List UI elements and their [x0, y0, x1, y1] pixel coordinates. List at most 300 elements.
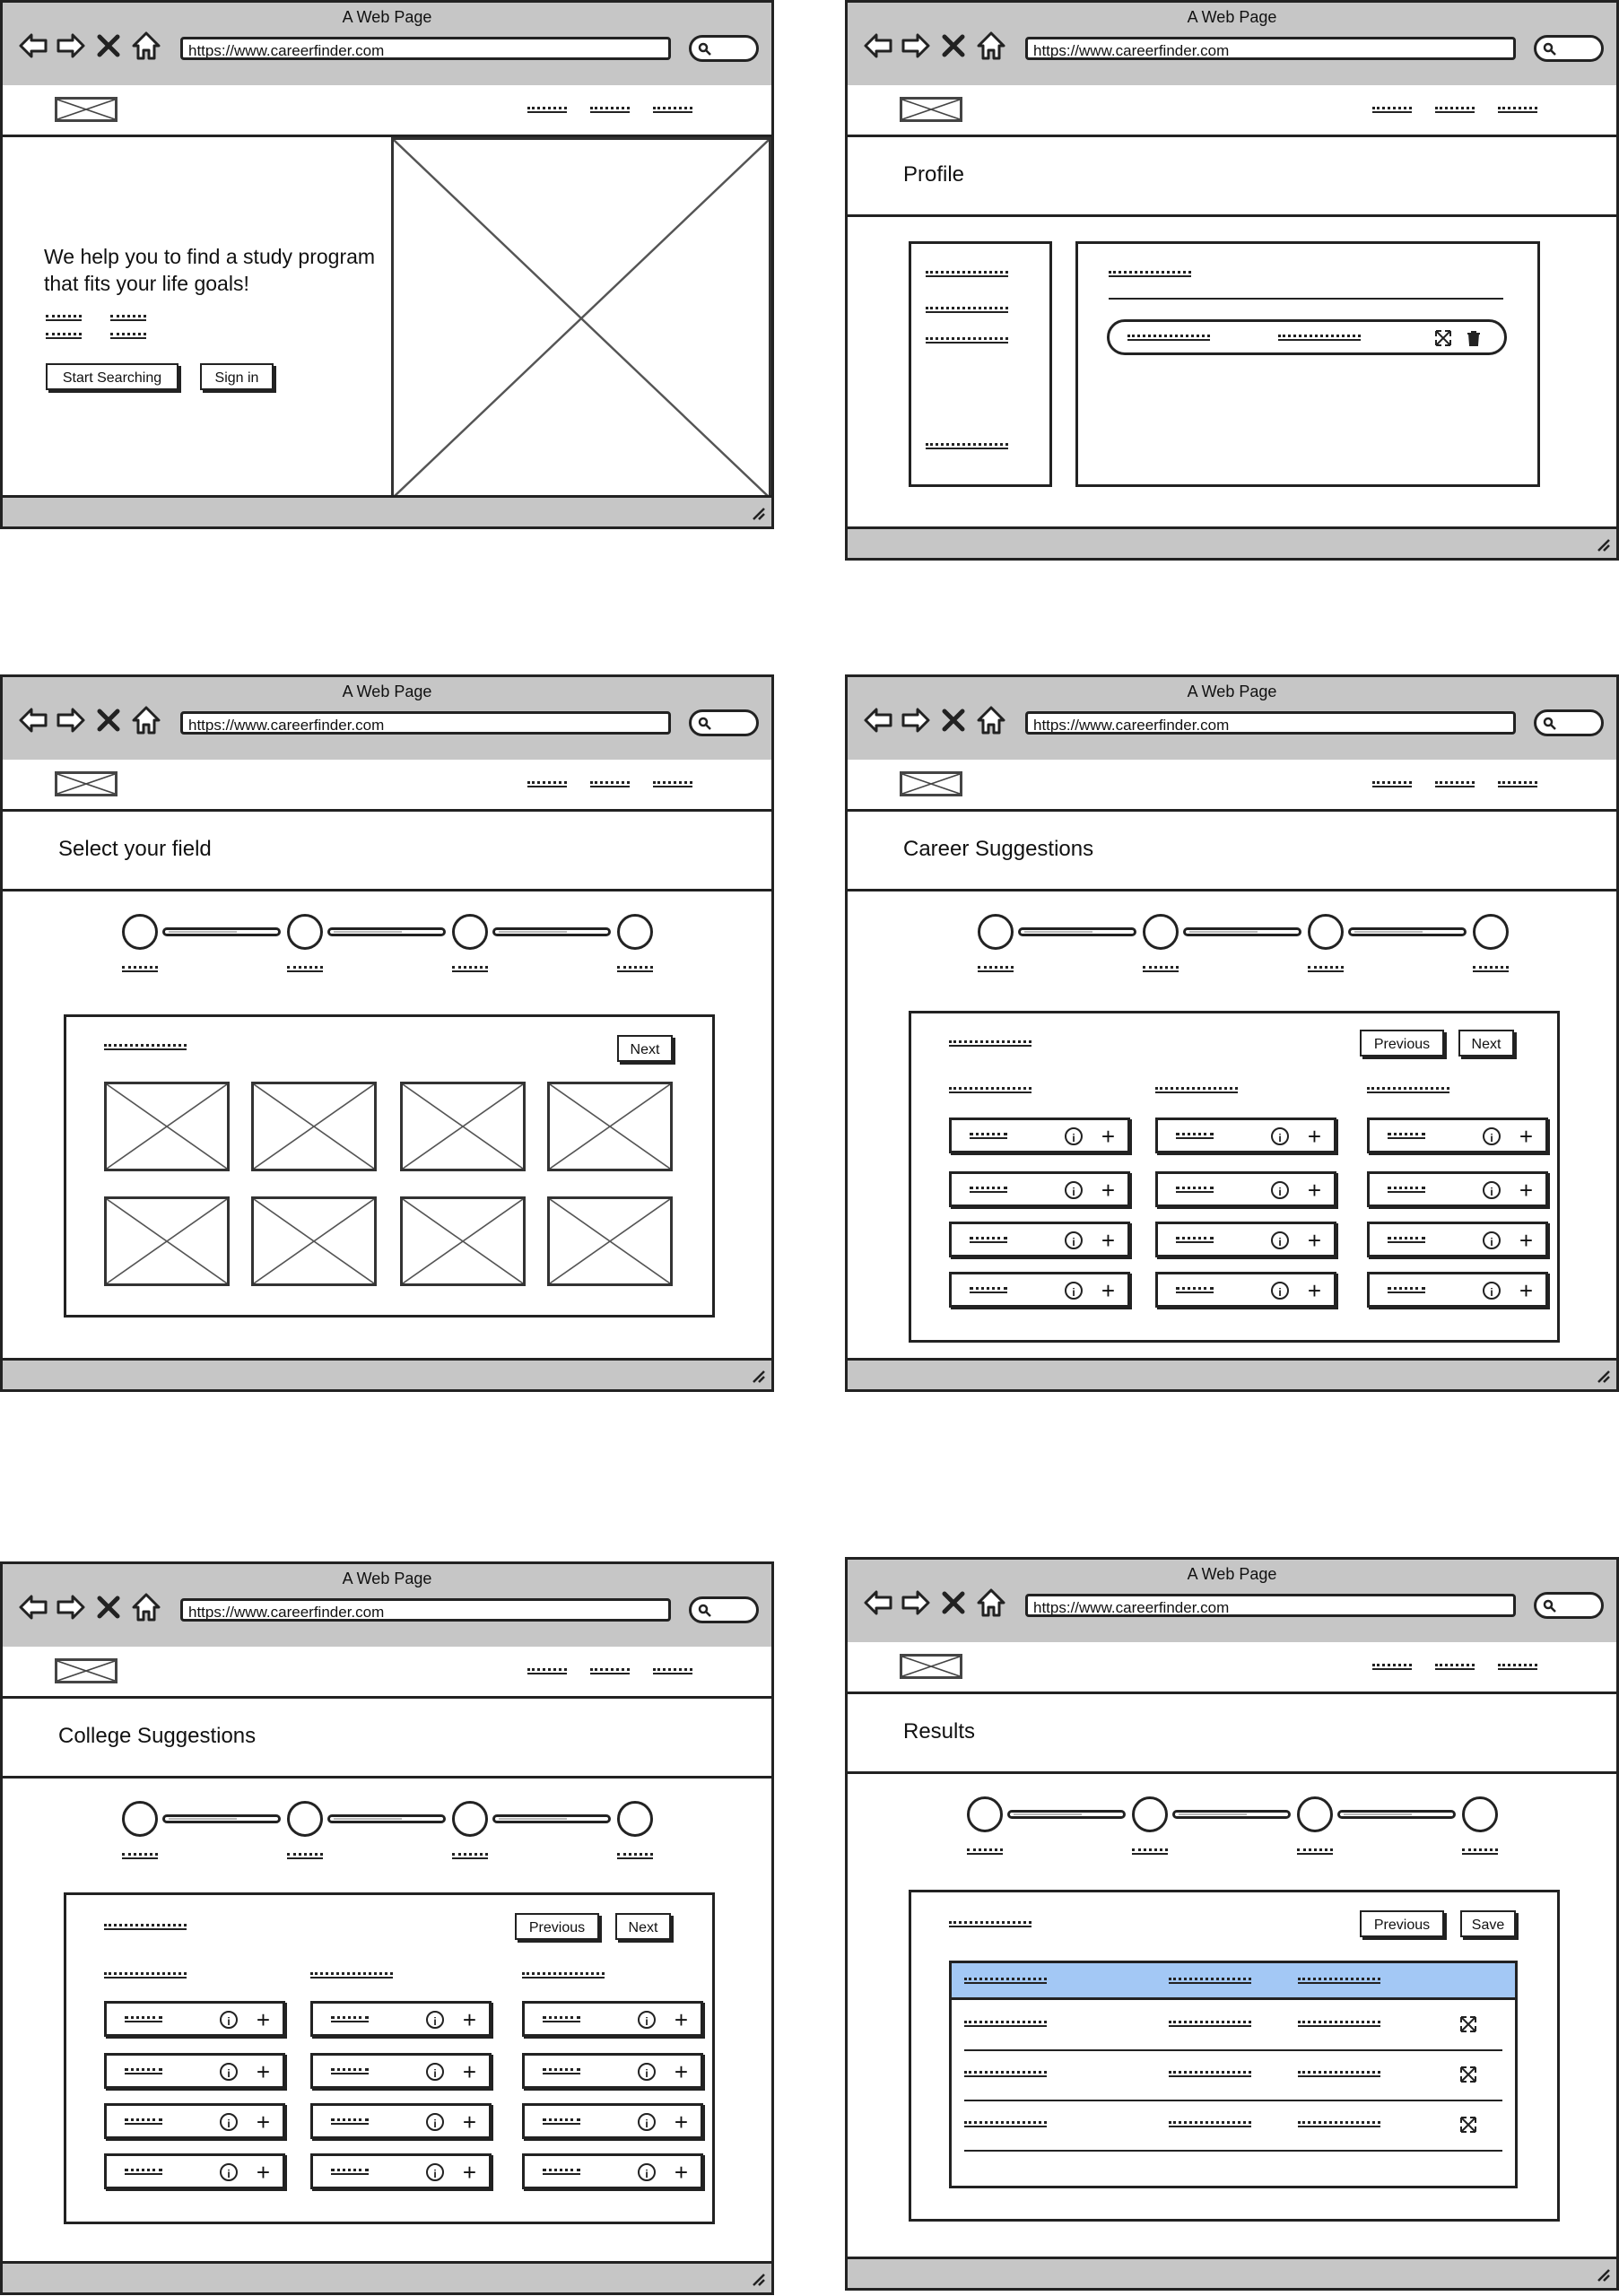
profile-content — [1075, 241, 1540, 487]
plus-icon[interactable]: + — [674, 2109, 688, 2135]
step-circle[interactable] — [617, 914, 653, 950]
content-heading — [1109, 271, 1191, 277]
table-header-cell — [1169, 1978, 1251, 1984]
info-icon[interactable]: i — [1483, 1181, 1501, 1199]
browser-chrome — [848, 1560, 1616, 1645]
step-circle[interactable] — [287, 1801, 323, 1837]
resize-grip-icon — [1593, 1366, 1611, 1384]
plus-icon[interactable]: + — [462, 2058, 476, 2085]
site-header — [848, 760, 1616, 812]
suggestion-card[interactable] — [949, 1272, 1130, 1308]
step-circle[interactable] — [287, 914, 323, 950]
field-option-image[interactable] — [104, 1082, 230, 1171]
column-heading — [1155, 1087, 1238, 1093]
nav-links — [1372, 1664, 1537, 1670]
forward-arrow-icon[interactable] — [55, 704, 87, 736]
step-circle[interactable] — [1308, 914, 1344, 950]
suggestion-card[interactable] — [1155, 1171, 1336, 1207]
window-title: A Web Page — [1187, 8, 1277, 26]
home-icon[interactable] — [975, 1587, 1007, 1619]
step-connector — [492, 1814, 611, 1823]
resize-grip-icon — [748, 2269, 766, 2287]
step-label — [1143, 966, 1179, 972]
close-icon[interactable] — [937, 1587, 970, 1619]
table-row[interactable] — [952, 1997, 1515, 2048]
window-title: A Web Page — [342, 683, 432, 700]
plus-icon[interactable]: + — [674, 2006, 688, 2033]
plus-icon[interactable]: + — [1307, 1123, 1321, 1150]
info-icon[interactable]: i — [426, 2011, 444, 2029]
previous-button[interactable]: Previous — [1360, 1910, 1444, 1937]
info-icon[interactable]: i — [638, 2113, 656, 2131]
suggestion-card[interactable] — [1367, 1222, 1548, 1257]
page-header — [848, 137, 1616, 217]
browser-chrome — [3, 3, 771, 88]
progress-stepper — [3, 914, 771, 986]
suggestion-card[interactable] — [310, 2053, 492, 2089]
home-icon[interactable] — [130, 30, 162, 62]
back-arrow-icon[interactable] — [862, 704, 894, 736]
nav-link[interactable] — [1435, 781, 1475, 787]
field-option-image[interactable] — [400, 1082, 526, 1171]
suggestion-card[interactable] — [310, 2153, 492, 2189]
profile-sidebar — [909, 241, 1052, 487]
status-bar — [3, 1358, 771, 1389]
plus-icon[interactable]: + — [1519, 1227, 1533, 1254]
forward-arrow-icon[interactable] — [55, 1591, 87, 1623]
next-button[interactable]: Next — [617, 1035, 673, 1062]
logo-placeholder — [55, 1658, 118, 1683]
table-header-cell — [964, 1978, 1047, 1984]
nav-link[interactable] — [590, 107, 630, 113]
hero-image-placeholder — [391, 137, 771, 500]
wireframe-profile — [845, 0, 1619, 561]
site-header — [3, 1647, 771, 1699]
browser-chrome — [848, 677, 1616, 762]
table-header-row — [952, 1963, 1515, 2000]
plus-icon[interactable]: + — [1307, 1177, 1321, 1204]
search-field[interactable] — [1534, 35, 1604, 62]
suggestion-card[interactable] — [1367, 1118, 1548, 1153]
plus-icon[interactable]: + — [256, 2159, 270, 2186]
suggestion-card[interactable] — [104, 2053, 285, 2089]
wireframe-results — [845, 1557, 1619, 2291]
logo-placeholder — [55, 97, 118, 122]
field-option-image[interactable] — [104, 1196, 230, 1286]
nav-link[interactable] — [1372, 781, 1412, 787]
trash-icon[interactable] — [1465, 329, 1483, 347]
page-title: Results — [903, 1719, 976, 1744]
nav-link[interactable] — [590, 1668, 630, 1674]
forward-arrow-icon[interactable] — [900, 30, 932, 62]
info-icon[interactable]: i — [1065, 1127, 1083, 1145]
suggestion-card[interactable] — [310, 2103, 492, 2139]
suggestion-card[interactable] — [1155, 1222, 1336, 1257]
plus-icon[interactable]: + — [674, 2159, 688, 2186]
step-circle[interactable] — [452, 1801, 488, 1837]
info-icon[interactable]: i — [638, 2063, 656, 2081]
page-header — [3, 812, 771, 891]
suggestion-card[interactable] — [104, 2001, 285, 2037]
info-icon[interactable]: i — [1271, 1181, 1289, 1199]
step-label — [452, 1853, 488, 1859]
career-suggestions-panel — [909, 1011, 1560, 1343]
home-icon[interactable] — [975, 704, 1007, 736]
status-bar — [848, 2257, 1616, 2288]
resize-grip-icon — [1593, 535, 1611, 552]
previous-button[interactable]: Previous — [1360, 1030, 1444, 1057]
previous-button[interactable]: Previous — [515, 1913, 599, 1940]
status-bar — [3, 2261, 771, 2292]
nav-link[interactable] — [1435, 1664, 1475, 1670]
progress-stepper — [848, 914, 1616, 986]
panel-heading — [104, 1044, 187, 1050]
site-header — [3, 85, 771, 137]
close-icon[interactable] — [92, 1591, 125, 1623]
logo-placeholder — [900, 771, 962, 796]
step-connector — [1337, 1810, 1456, 1819]
panel-heading — [949, 1921, 1031, 1927]
suggestion-card[interactable] — [522, 2103, 703, 2139]
wireframe-college-suggestions — [0, 1561, 774, 2295]
suggestion-card[interactable] — [104, 2153, 285, 2189]
sidebar-item[interactable] — [926, 337, 1008, 344]
plus-icon[interactable]: + — [1519, 1277, 1533, 1304]
window-title: A Web Page — [342, 8, 432, 26]
sidebar-item[interactable] — [926, 443, 1008, 449]
nav-links — [527, 781, 692, 787]
suggestion-card[interactable] — [949, 1171, 1130, 1207]
wireframe-home — [0, 0, 774, 529]
browser-chrome — [3, 677, 771, 762]
status-bar — [848, 526, 1616, 558]
page-title: Profile — [903, 162, 965, 187]
back-arrow-icon[interactable] — [862, 1587, 894, 1619]
sidebar-item[interactable] — [926, 307, 1008, 313]
info-icon[interactable]: i — [426, 2113, 444, 2131]
step-circle[interactable] — [967, 1796, 1003, 1832]
site-header — [848, 1642, 1616, 1694]
info-icon[interactable]: i — [1271, 1282, 1289, 1300]
column-heading — [310, 1972, 393, 1979]
next-button[interactable]: Next — [615, 1913, 671, 1940]
plus-icon[interactable]: + — [1101, 1123, 1115, 1150]
close-icon[interactable] — [937, 30, 970, 62]
window-title: A Web Page — [1187, 683, 1277, 700]
resize-grip-icon — [748, 503, 766, 521]
back-arrow-icon[interactable] — [17, 704, 49, 736]
browser-chrome — [3, 1564, 771, 1649]
step-connector — [162, 927, 281, 936]
nav-icons — [862, 1585, 1007, 1621]
table-header-cell — [1298, 1978, 1380, 1984]
search-icon — [1542, 41, 1558, 57]
wireframe-career-suggestions — [845, 674, 1619, 1392]
info-icon[interactable]: i — [220, 2163, 238, 2181]
nav-link[interactable] — [653, 781, 692, 787]
divider — [1109, 298, 1503, 300]
save-button[interactable]: Save — [1460, 1910, 1516, 1937]
expand-icon[interactable] — [1434, 329, 1452, 347]
home-icon[interactable] — [130, 704, 162, 736]
search-field[interactable] — [689, 35, 759, 62]
plus-icon[interactable]: + — [1519, 1123, 1533, 1150]
nav-link[interactable] — [653, 107, 692, 113]
page-header — [848, 812, 1616, 891]
info-icon[interactable]: i — [220, 2113, 238, 2131]
table-row[interactable] — [952, 2101, 1515, 2152]
step-label — [617, 1853, 653, 1859]
search-icon — [697, 1603, 713, 1619]
browser-chrome — [848, 3, 1616, 88]
step-label — [287, 1853, 323, 1859]
search-icon — [697, 41, 713, 57]
suggestion-card[interactable] — [1155, 1272, 1336, 1308]
step-circle[interactable] — [978, 914, 1014, 950]
info-icon[interactable]: i — [1483, 1231, 1501, 1249]
results-table — [949, 1961, 1518, 2188]
plus-icon[interactable]: + — [1307, 1227, 1321, 1254]
info-icon[interactable]: i — [220, 2063, 238, 2081]
status-bar — [3, 495, 771, 526]
column-heading — [522, 1972, 605, 1979]
status-bar — [848, 1358, 1616, 1389]
site-header — [3, 760, 771, 812]
step-circle[interactable] — [122, 914, 158, 950]
column-heading — [104, 1972, 187, 1979]
field-option-image[interactable] — [251, 1196, 377, 1286]
plus-icon[interactable]: + — [1101, 1177, 1115, 1204]
saved-item[interactable] — [1107, 319, 1507, 355]
results-panel — [909, 1890, 1560, 2222]
step-circle[interactable] — [1462, 1796, 1498, 1832]
search-field[interactable] — [1534, 1592, 1604, 1619]
sign-in-button[interactable]: Sign in — [200, 363, 274, 390]
step-circle[interactable] — [1132, 1796, 1168, 1832]
step-label — [967, 1848, 1003, 1855]
suggestion-card[interactable] — [1367, 1171, 1548, 1207]
plus-icon[interactable]: + — [1307, 1277, 1321, 1304]
step-connector — [327, 1814, 446, 1823]
page-header — [848, 1694, 1616, 1774]
step-label — [452, 966, 488, 972]
field-option-image[interactable] — [251, 1082, 377, 1171]
nav-link[interactable] — [527, 1668, 567, 1674]
nav-links — [527, 1668, 692, 1674]
wireframe-select-field — [0, 674, 774, 1392]
info-icon[interactable]: i — [1483, 1127, 1501, 1145]
column-heading — [1367, 1087, 1449, 1093]
plus-icon[interactable]: + — [256, 2109, 270, 2135]
forward-arrow-icon[interactable] — [900, 1587, 932, 1619]
window-title: A Web Page — [1187, 1565, 1277, 1583]
plus-icon[interactable]: + — [256, 2058, 270, 2085]
step-circle[interactable] — [1143, 914, 1179, 950]
step-connector — [1348, 927, 1467, 936]
step-connector — [1183, 927, 1301, 936]
info-icon[interactable]: i — [1065, 1231, 1083, 1249]
progress-stepper — [3, 1801, 771, 1873]
step-circle[interactable] — [1473, 914, 1509, 950]
suggestion-card[interactable] — [1367, 1272, 1548, 1308]
college-suggestions-panel — [64, 1892, 715, 2224]
resize-grip-icon — [748, 1366, 766, 1384]
logo-placeholder — [55, 771, 118, 796]
row-divider — [964, 2150, 1502, 2152]
plus-icon[interactable]: + — [674, 2058, 688, 2085]
info-icon[interactable]: i — [638, 2163, 656, 2181]
logo-placeholder — [900, 1654, 962, 1679]
field-option-image[interactable] — [400, 1196, 526, 1286]
page-title: Career Suggestions — [903, 837, 1094, 861]
back-arrow-icon[interactable] — [17, 1591, 49, 1623]
page-header — [3, 1699, 771, 1779]
search-field[interactable] — [689, 709, 759, 736]
info-icon[interactable]: i — [1271, 1231, 1289, 1249]
step-label — [1132, 1848, 1168, 1855]
suggestion-card[interactable] — [310, 2001, 492, 2037]
nav-icons — [17, 1589, 162, 1625]
search-field[interactable] — [1534, 709, 1604, 736]
step-label — [978, 966, 1014, 972]
page-title: College Suggestions — [58, 1724, 257, 1748]
search-icon — [697, 716, 713, 732]
suggestion-card[interactable] — [949, 1222, 1130, 1257]
step-label — [1473, 966, 1509, 972]
window-title: A Web Page — [342, 1570, 432, 1587]
close-icon[interactable] — [92, 704, 125, 736]
back-arrow-icon[interactable] — [862, 30, 894, 62]
info-icon[interactable]: i — [426, 2063, 444, 2081]
nav-icons — [17, 28, 162, 64]
expand-icon[interactable] — [1459, 2015, 1477, 2033]
nav-link[interactable] — [1372, 107, 1412, 113]
search-field[interactable] — [689, 1596, 759, 1623]
plus-icon[interactable]: + — [1519, 1177, 1533, 1204]
nav-links — [527, 107, 692, 113]
column-heading — [949, 1087, 1031, 1093]
nav-links — [1372, 107, 1537, 113]
field-option-image[interactable] — [547, 1196, 673, 1286]
field-selection-panel — [64, 1014, 715, 1318]
step-label — [1308, 966, 1344, 972]
step-label — [122, 966, 158, 972]
nav-icons — [17, 702, 162, 738]
plus-icon[interactable]: + — [1101, 1227, 1115, 1254]
nav-link[interactable] — [1435, 107, 1475, 113]
address-bar[interactable]: https://www.careerfinder.com — [180, 1598, 671, 1622]
nav-link[interactable] — [1498, 107, 1537, 113]
info-icon[interactable]: i — [1483, 1282, 1501, 1300]
plus-icon[interactable]: + — [462, 2109, 476, 2135]
close-icon[interactable] — [937, 704, 970, 736]
step-connector — [327, 927, 446, 936]
close-icon[interactable] — [92, 30, 125, 62]
logo-placeholder — [900, 97, 962, 122]
info-icon[interactable]: i — [426, 2163, 444, 2181]
next-button[interactable]: Next — [1458, 1030, 1514, 1057]
forward-arrow-icon[interactable] — [900, 704, 932, 736]
info-icon[interactable]: i — [1271, 1127, 1289, 1145]
progress-stepper — [848, 1796, 1616, 1868]
panel-heading — [104, 1924, 187, 1930]
nav-link[interactable] — [1498, 781, 1537, 787]
info-icon[interactable]: i — [638, 2011, 656, 2029]
nav-icons — [862, 28, 1007, 64]
forward-arrow-icon[interactable] — [55, 30, 87, 62]
home-icon[interactable] — [130, 1591, 162, 1623]
suggestion-card[interactable] — [522, 2001, 703, 2037]
step-connector — [492, 927, 611, 936]
step-circle[interactable] — [452, 914, 488, 950]
address-bar[interactable]: https://www.careerfinder.com — [1025, 1594, 1516, 1617]
step-label — [617, 966, 653, 972]
back-arrow-icon[interactable] — [17, 30, 49, 62]
panel-heading — [949, 1040, 1031, 1047]
suggestion-card[interactable] — [522, 2053, 703, 2089]
nav-link[interactable] — [590, 781, 630, 787]
step-circle[interactable] — [617, 1801, 653, 1837]
plus-icon[interactable]: + — [462, 2006, 476, 2033]
info-icon[interactable]: i — [1065, 1282, 1083, 1300]
step-label — [287, 966, 323, 972]
resize-grip-icon — [1593, 2265, 1611, 2283]
site-header — [848, 85, 1616, 137]
info-icon[interactable]: i — [1065, 1181, 1083, 1199]
nav-link[interactable] — [527, 107, 567, 113]
nav-link[interactable] — [527, 781, 567, 787]
step-label — [1297, 1848, 1333, 1855]
nav-link[interactable] — [1498, 1664, 1537, 1670]
expand-icon[interactable] — [1459, 2066, 1477, 2083]
step-label — [122, 1853, 158, 1859]
step-label — [1462, 1848, 1498, 1855]
info-icon[interactable]: i — [220, 2011, 238, 2029]
nav-link[interactable] — [1372, 1664, 1412, 1670]
plus-icon[interactable]: + — [462, 2159, 476, 2186]
hero-text-area — [3, 137, 391, 496]
step-connector — [1172, 1810, 1291, 1819]
step-circle[interactable] — [122, 1801, 158, 1837]
address-bar[interactable]: https://www.careerfinder.com — [180, 711, 671, 735]
field-option-image[interactable] — [547, 1082, 673, 1171]
hero-headline: We help you to find a study program that fits your life goals! — [44, 245, 376, 295]
page-title: Select your field — [58, 837, 212, 861]
nav-link[interactable] — [653, 1668, 692, 1674]
nav-links — [1372, 781, 1537, 787]
home-icon[interactable] — [975, 30, 1007, 62]
table-row[interactable] — [952, 2051, 1515, 2101]
step-connector — [162, 1814, 281, 1823]
search-icon — [1542, 1598, 1558, 1614]
plus-icon[interactable]: + — [256, 2006, 270, 2033]
step-connector — [1018, 927, 1136, 936]
address-bar[interactable]: https://www.careerfinder.com — [180, 37, 671, 60]
expand-icon[interactable] — [1459, 2116, 1477, 2134]
sidebar-item[interactable] — [926, 271, 1008, 277]
suggestion-card[interactable] — [104, 2103, 285, 2139]
suggestion-card[interactable] — [949, 1118, 1130, 1153]
start-searching-button[interactable]: Start Searching — [46, 363, 178, 390]
search-icon — [1542, 716, 1558, 732]
step-circle[interactable] — [1297, 1796, 1333, 1832]
address-bar[interactable]: https://www.careerfinder.com — [1025, 711, 1516, 735]
address-bar[interactable]: https://www.careerfinder.com — [1025, 37, 1516, 60]
plus-icon[interactable]: + — [1101, 1277, 1115, 1304]
nav-icons — [862, 702, 1007, 738]
suggestion-card[interactable] — [522, 2153, 703, 2189]
suggestion-card[interactable] — [1155, 1118, 1336, 1153]
